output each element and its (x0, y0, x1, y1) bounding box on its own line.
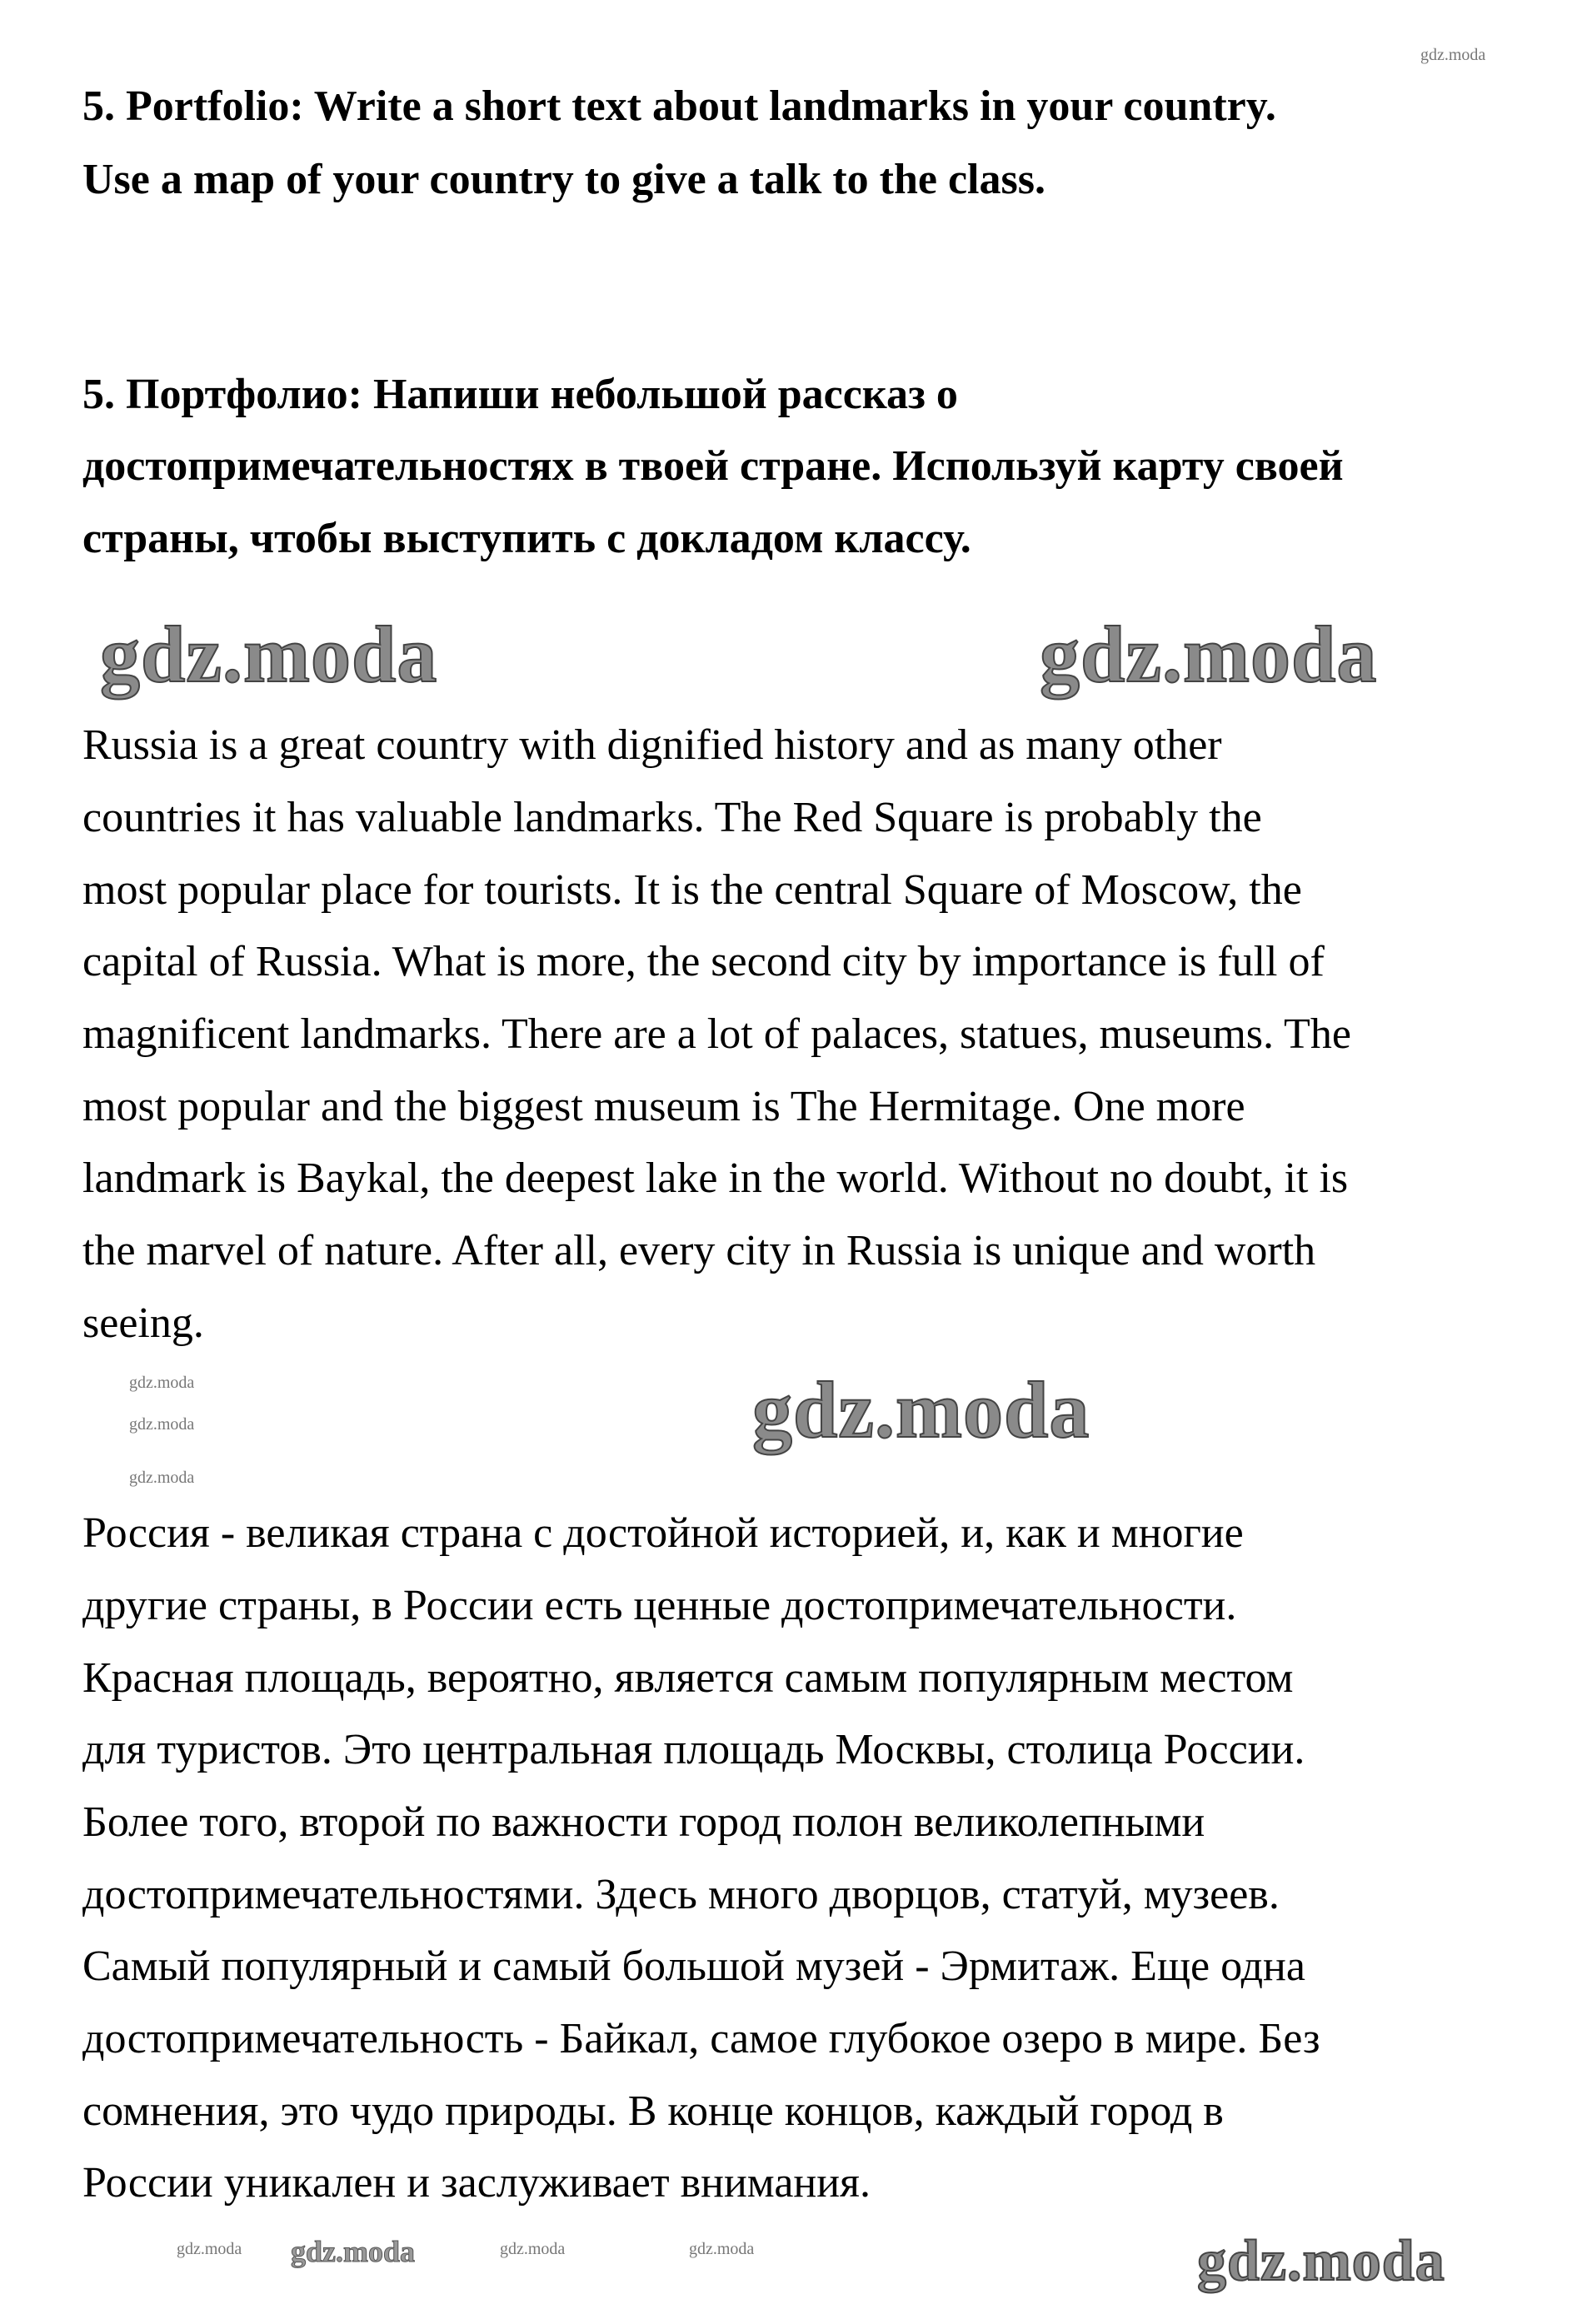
answer-line: capital of Russia. What is more, the second city by importance is full of (82, 938, 1325, 985)
watermark: gdz.moda (129, 1469, 195, 1487)
answer-line: сомнения, это чудо природы. В конце концов, каждый город в (82, 2087, 1224, 2135)
answer-line: Красная площадь, вероятно, является самым популярным местом (82, 1654, 1294, 1702)
watermark: gdz.moda (689, 2240, 755, 2258)
watermark: gdz.moda (291, 2235, 416, 2268)
watermark: gdz.moda (1040, 610, 1378, 699)
answer-line: достопримечательностями. Здесь много дворцов, статуй, музеев. (82, 1871, 1280, 1918)
task-line: Use a map of your country to give a talk to the class. (82, 156, 1046, 203)
answer-line: достопримечательность - Байкал, самое глубокое озеро в мире. Без (82, 2015, 1320, 2062)
answer-line: Russia is a great country with dignified history and as many other (82, 721, 1222, 769)
task-line: страны, чтобы выступить с докладом классу. (82, 515, 971, 562)
answer-line: Более того, второй по важности город полон великолепными (82, 1798, 1205, 1846)
task-line: 5. Portfolio: Write a short text about landmarks in your country. (82, 82, 1276, 130)
task-line: достопримечательностях в твоей стране. Используй карту своей (82, 442, 1344, 490)
watermark: gdz.moda (129, 1374, 195, 1392)
answer-line: для туристов. Это центральная площадь Москвы, столица России. (82, 1726, 1305, 1773)
answer-line: most popular place for tourists. It is the central Square of Moscow, the (82, 866, 1302, 914)
answer-line: России уникален и заслуживает внимания. (82, 2159, 871, 2207)
answer-line: seeing. (82, 1299, 204, 1347)
answer-line: magnificent landmarks. There are a lot of palaces, statues, museums. The (82, 1010, 1351, 1058)
watermark: gdz.moda (129, 1415, 195, 1434)
answer-line: другие страны, в России есть ценные достопримечательности. (82, 1582, 1237, 1629)
watermark: gdz.moda (1197, 2229, 1445, 2293)
watermark: gdz.moda (500, 2240, 566, 2258)
watermark: gdz.moda (1420, 46, 1486, 64)
task-line: 5. Портфолио: Напиши небольшой рассказ о (82, 371, 958, 418)
watermark: gdz.moda (177, 2240, 242, 2258)
answer-line: landmark is Baykal, the deepest lake in the world. Without no doubt, it is (82, 1155, 1349, 1202)
answer-line: Самый популярный и самый большой музей - Эрмитаж. Еще одна (82, 1942, 1305, 1990)
answer-line: Россия - великая страна с достойной историей, и, как и многие (82, 1509, 1244, 1557)
answer-line: most popular and the biggest museum is The Hermitage. One more (82, 1083, 1245, 1130)
watermark: gdz.moda (752, 1365, 1090, 1454)
watermark: gdz.moda (100, 610, 438, 699)
answer-line: the marvel of nature. After all, every city in Russia is unique and worth (82, 1227, 1316, 1274)
answer-line: countries it has valuable landmarks. The Red Square is probably the (82, 794, 1262, 841)
